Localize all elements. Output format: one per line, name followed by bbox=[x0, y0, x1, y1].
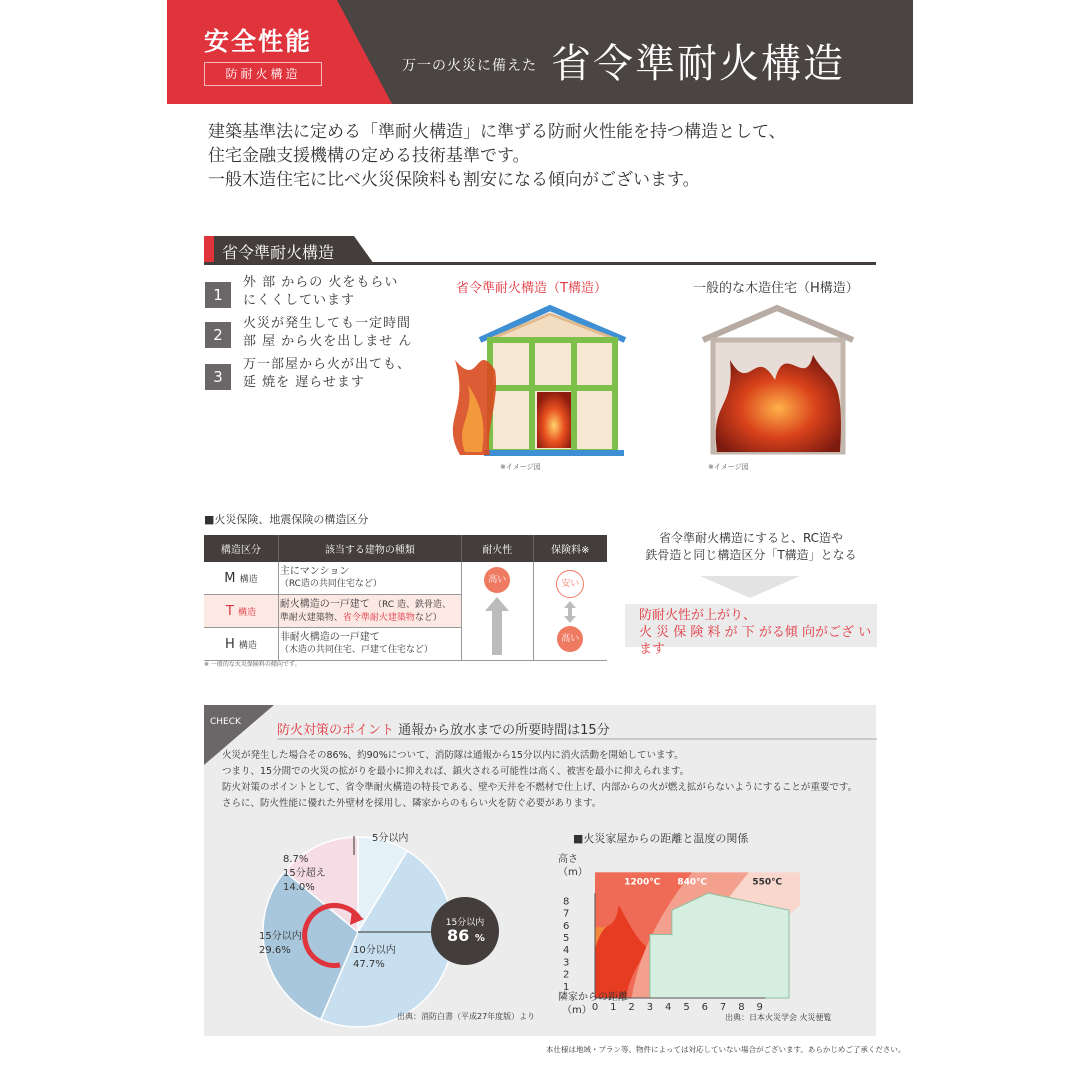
y-tick-label: 7 bbox=[563, 908, 570, 920]
pie-source: 出典：消防白書（平成27年度版）より bbox=[397, 1012, 536, 1021]
table-row bbox=[204, 562, 607, 595]
t-structure-caption: 省令準耐火構造（T構造） bbox=[456, 281, 607, 296]
structure-code: H 構造 bbox=[204, 628, 278, 661]
structure-table bbox=[204, 535, 607, 661]
x-tick-label: 7 bbox=[719, 1002, 727, 1013]
y-tick-label: 4 bbox=[563, 945, 570, 957]
section-title: 省令準耐火構造 bbox=[222, 243, 335, 262]
y-tick-label: 6 bbox=[563, 920, 570, 932]
x-tick-label: 5 bbox=[683, 1002, 690, 1013]
x-tick-label: 6 bbox=[701, 1002, 708, 1013]
intro-text: 建築基準法に定める「準耐火構造」に準ずる防耐火性能を持つ構造として、 住宅金融支援機構の定める技術基準です。 一般木造住宅に比べ火災保険料も割安になる傾向がございます。 bbox=[208, 122, 786, 190]
y-tick-label: 1 bbox=[563, 981, 570, 993]
series-label: 840℃ bbox=[677, 877, 708, 888]
fee-cell bbox=[533, 562, 607, 661]
page-title: 省令準耐火構造 bbox=[551, 41, 845, 87]
series-label: 550℃ bbox=[752, 877, 783, 888]
temp-chart-title: ■火災家屋からの距離と温度の関係 bbox=[573, 832, 749, 845]
table-footnote: ※ 一般的な火災保険料の傾向です。 bbox=[204, 661, 301, 668]
structure-code: M 構造 bbox=[204, 562, 278, 595]
y-tick-label: 8 bbox=[563, 896, 570, 908]
feature-text: 外 部 からの 火をもらい にくくしています bbox=[243, 275, 399, 308]
check-title: 防火対策のポイント 通報から放水までの所要時間は15分 bbox=[277, 723, 610, 738]
badge-caption: 15分以内 bbox=[445, 918, 485, 928]
badge-title: 安全性能 bbox=[204, 27, 313, 56]
pie-label-over: 8.7% 15分超え 14.0% bbox=[283, 854, 326, 893]
x-tick-label: 2 bbox=[628, 1002, 635, 1013]
section-rule bbox=[204, 262, 876, 265]
header-lead: 万一の火災に備えた bbox=[402, 58, 537, 74]
fee-low: 安い bbox=[556, 570, 584, 598]
check-label: CHECK bbox=[210, 717, 241, 727]
x-tick-label: 8 bbox=[738, 1002, 745, 1013]
feature-text: 万一部屋から火が出ても、 延 焼を 遅らせます bbox=[243, 357, 412, 390]
structure-code: T 構造 bbox=[204, 595, 278, 628]
y-tick-label: 5 bbox=[563, 933, 570, 944]
x-tick-label: 3 bbox=[646, 1002, 654, 1013]
fee-high: 高い bbox=[557, 626, 583, 652]
arrow-down-icon bbox=[700, 576, 800, 598]
fire-resistance-cell bbox=[462, 562, 533, 661]
badge-value: 86 % bbox=[447, 926, 485, 945]
feature-number: 2 bbox=[205, 322, 231, 348]
pie-label-15min: 15分以内 29.6% bbox=[259, 931, 302, 956]
building-type: 非耐火構造の一戸建て （木造の共同住宅、戸建て住宅など） bbox=[278, 628, 461, 661]
table-header: 耐火性 bbox=[462, 535, 533, 562]
feature-number: 1 bbox=[205, 282, 231, 308]
check-paragraph: 火災が発生した場合その86%、約90%について、消防隊は通報から15分以内に消火活動を開始しています。 つまり、15分間での火災の拡がりを最小に抑えれば、鎮火される可能性は高く、被害を最小に抑えられます。 防火対策のポイントとして、省令準耐火構造の特長である、壁や天井を不燃材で仕上げ、内部からの火が燃え拡がらないようにすることが重要です。 さらに、防火性能に優れた外壁材を採用し、隣家からのもらい火を防ぐ必要があります。 bbox=[222, 750, 858, 809]
summary-text: 省令準耐火構造にすると、RC造や 鉄骨造と同じ構造区分「T構造」となる bbox=[645, 531, 857, 562]
y-tick-label: 3 bbox=[563, 957, 570, 969]
x-tick-label: 1 bbox=[610, 1002, 617, 1013]
feature-number: 3 bbox=[205, 364, 231, 390]
table-header: 保険料※ bbox=[533, 535, 607, 562]
building-type: 耐火構造の一戸建て （RC 造、鉄骨造、 準耐火建築物、省令準耐火建築物など） bbox=[278, 595, 461, 628]
summary-callout: 防耐火性が上がり、 火 災 保 険 料 が 下 がる傾 向がござ います bbox=[625, 604, 877, 647]
disclaimer: 本仕様は地域・プラン等、物件によっては対応していない場合がございます。あらかじめご了承ください。 bbox=[546, 1045, 906, 1054]
table-header: 該当する建物の種類 bbox=[278, 535, 461, 562]
building-type: 主にマンション （RC造の共同住宅など） bbox=[278, 562, 461, 595]
pie-label-5min: 5分以内 bbox=[372, 833, 409, 844]
x-axis-label: 隣家からの距離 （m） bbox=[558, 992, 628, 1016]
badge-subtitle: 防耐火構造 bbox=[204, 62, 322, 86]
h-structure-caption: 一般的な木造住宅（H構造） bbox=[693, 281, 859, 296]
y-axis-label: 高さ （m） bbox=[558, 854, 588, 878]
y-tick-label: 2 bbox=[563, 969, 570, 981]
x-tick-label: 0 bbox=[591, 1002, 599, 1013]
table-header-row bbox=[204, 535, 607, 562]
t-structure-illustration bbox=[440, 300, 640, 460]
image-note: ※イメージ図 bbox=[500, 463, 541, 471]
image-note: ※イメージ図 bbox=[708, 463, 749, 471]
h-structure-illustration bbox=[695, 300, 860, 460]
series-label: 1200℃ bbox=[624, 877, 661, 888]
section-heading-mark bbox=[204, 236, 214, 264]
arrow-up-icon bbox=[485, 597, 509, 655]
x-tick-label: 9 bbox=[756, 1002, 763, 1013]
arrow-updown-icon bbox=[563, 601, 577, 623]
temp-source: 出典：日本火災学会 火災便覧 bbox=[725, 1013, 832, 1022]
check-rule bbox=[277, 738, 877, 740]
table-header: 構造区分 bbox=[204, 535, 278, 562]
pie-label-10min: 10分以内 47.7% bbox=[353, 945, 396, 970]
fire-resistance-high: 高い bbox=[484, 567, 510, 593]
table-title: ■火災保険、地震保険の構造区分 bbox=[204, 513, 369, 526]
x-tick-label: 4 bbox=[665, 1002, 672, 1013]
feature-text: 火災が発生しても一定時間 部 屋 から火を出しませ ん bbox=[243, 316, 413, 349]
